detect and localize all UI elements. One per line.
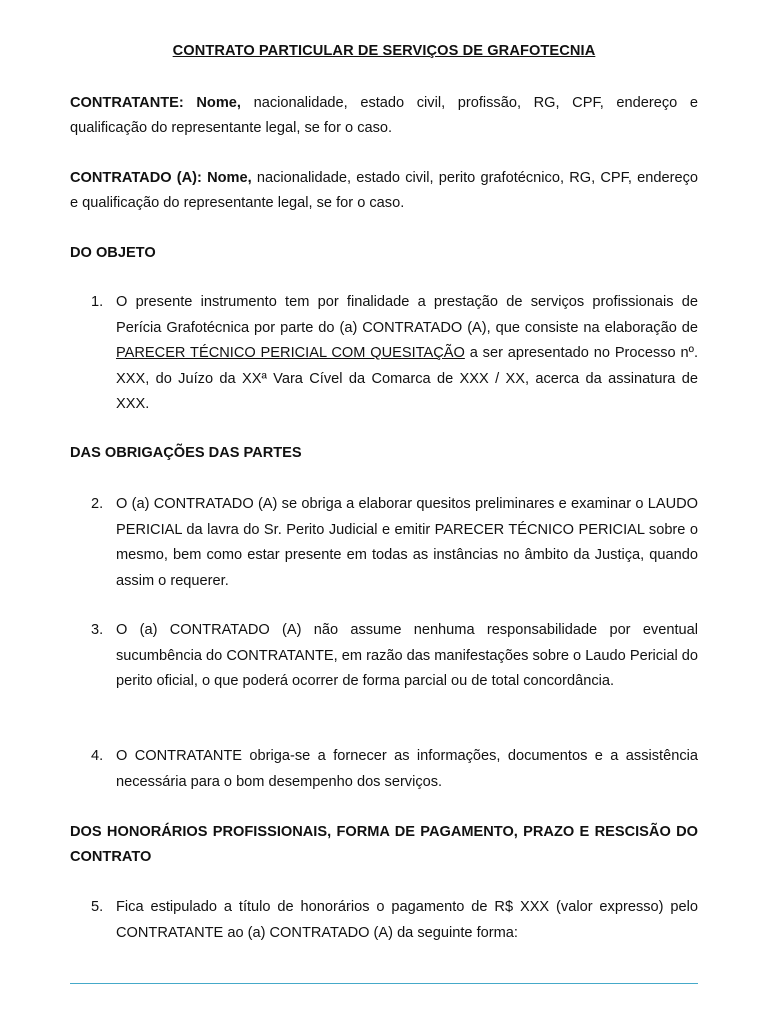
footer-divider [70,983,698,984]
clause-number: 2. [91,496,104,512]
contratante-name: Nome, [196,95,241,111]
contratante-text: nacionalidade, estado civil, profissão, RG, CPF, endereço e qualificação do representante legal, se for o caso. [70,95,698,136]
clause-number: 4. [91,748,104,764]
clause-body: O (a) CONTRATADO (A) não assume nenhuma responsabilidade por eventual sucumbência do CONTRATANTE, em razão das manifestações sobre o Laudo Pericial do perito oficial, o que poderá ocorrer de forma parcial ou de total concordância. [116,622,698,689]
clause-3 [70,618,698,695]
contratado-text: nacionalidade, estado civil, perito grafotécnico, RG, CPF, endereço e qualificação do representante legal, se for o caso. [70,170,698,211]
clause-number: 1. [91,294,104,310]
clause-1-underlined-text: PARECER TÉCNICO PERICIAL COM QUESITAÇÃO [116,345,465,361]
clause-body [116,290,698,418]
contratante-label: CONTRATANTE: [70,95,184,111]
clause-number: 5. [91,899,104,915]
section-heading-honorarios: DOS HONORÁRIOS PROFISSIONAIS, FORMA DE PAGAMENTO, PRAZO E RESCISÃO DO CONTRATO [70,824,698,865]
contratado-paragraph [70,166,698,216]
clause-2 [70,492,698,594]
document-title: CONTRATO PARTICULAR DE SERVIÇOS DE GRAFOTECNIA [172,43,596,59]
section-heading-obrigacoes: DAS OBRIGAÇÕES DAS PARTES [70,445,302,461]
contratado-label: CONTRATADO (A): [70,170,202,186]
clause-body: Fica estipulado a título de honorários o pagamento de R$ XXX (valor expresso) pelo CONTRATANTE ao (a) CONTRATADO (A) da seguinte forma: [116,899,698,941]
clause-1 [70,290,698,418]
contratado-name: Nome, [207,170,252,186]
clause-number: 3. [91,622,104,638]
clause-body: O CONTRATANTE obriga-se a fornecer as informações, documentos e a assistência necessária para o bom desempenho dos serviços. [116,748,698,790]
clause-body: O (a) CONTRATADO (A) se obriga a elaborar quesitos preliminares e examinar o LAUDO PERICIAL da lavra do Sr. Perito Judicial e emitir PARECER TÉCNICO PERICIAL sobre o mesmo, bem como estar presente em todas as instâncias no âmbito da Justiça, quando assim o requerer. [116,496,698,589]
clause-4 [70,744,698,795]
clause-1-text-after: a ser apresentado no Processo nº. XXX, do Juízo da XXª Vara Cível da Comarca de XXX / XX, acerca da assinatura de XXX. [116,345,698,412]
contratante-paragraph [70,91,698,141]
clause-5 [70,895,698,946]
clause-1-text-before: O presente instrumento tem por finalidade a prestação de serviços profissionais de Perícia Grafotécnica por parte do (a) CONTRATADO (A), que consiste na elaboração de [116,294,698,336]
section-heading-objeto: DO OBJETO [70,245,156,261]
